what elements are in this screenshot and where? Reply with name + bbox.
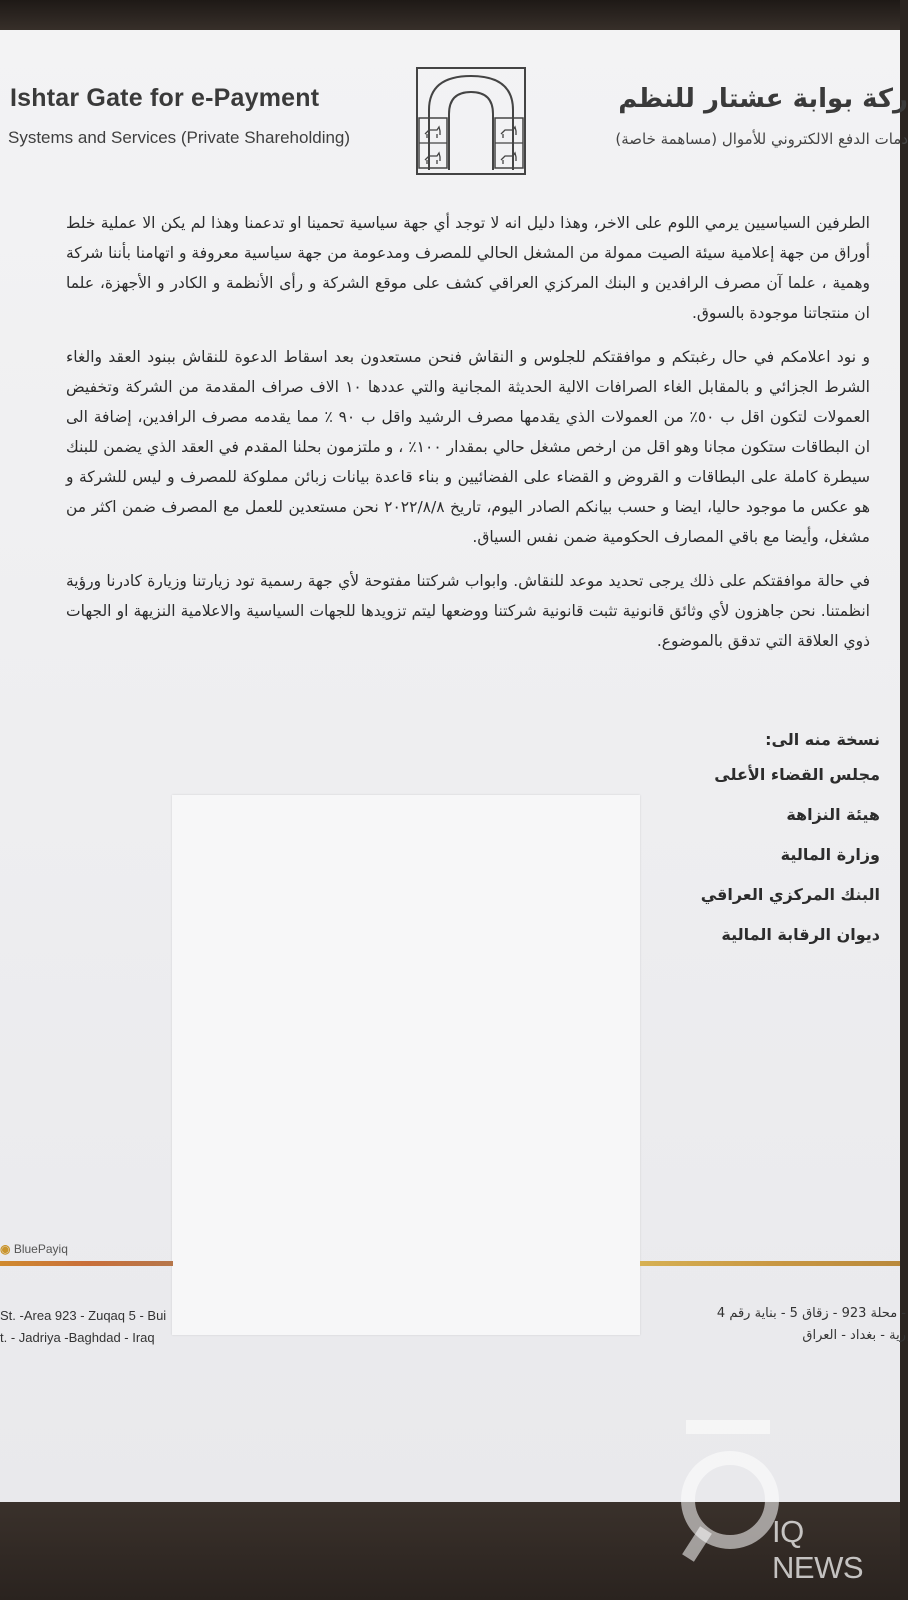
overlay-blank-paper [172,795,640,1335]
social-handle-text: BluePayiq [13,1242,68,1256]
company-name-english: Ishtar Gate for e-Payment [10,84,320,112]
copies-section [701,730,880,963]
body-paragraph: الطرفين السياسيين يرمي اللوم على الاخر، وهذا دليل انه لا توجد أي جهة سياسية تحمينا او تدعمنا وهذا لم يكن الا عملية خلط أوراق من جهة إعلامية سيئة الصيت ممولة من المشغل الحالي للمصرف ومدعومة من جهة سياسية معروفة و اتهامنا بأننا شركة وهمية ، علما آن مصرف الرافدين و البنك المركزي العراقي كشف على موقع الشركة و رأى الأنظمة و الكادر و الأجهزة، علما ان منتجاتنا موجودة بالسوق. [66,214,870,322]
watermark-text: IQ NEWS [772,1514,863,1585]
address-line: t. - Jadriya -Baghdad - Iraq [0,1330,155,1345]
copy-recipient: وزارة المالية [780,845,880,864]
address-line: - محلة 923 - زقاق 5 - بناية رقم 4 [716,1306,906,1321]
company-name-arabic: ركة بوابة عشتار للنظم [618,84,908,114]
footer-band-right [640,1261,900,1266]
company-subtitle-arabic: دمات الدفع الالكتروني للأموال (مساهمة خاصة) [615,130,908,148]
body-paragraph: و نود اعلامكم في حال رغبتكم و موافقتكم للجلوس و النقاش فنحن مستعدون بعد اسقاط الدعوة للنقاش ببنود العقد والغاء الشرط الجزائي و بالمقابل الغاء الصرافات الالية الحديثة المجانية والتي عددها ١٠ الاف صراف المقدمة من الشركة وتخفيض العمولات لتكون اقل ب ٥٠٪ من العمولات الذي يقدمها مصرف الرشيد واقل ب ٩٠ ٪ مما يقدمه مصرف الرافدين، إضافة الى ان البطاقات ستكون مجانا وهو اقل من ارخص مشغل حالي بمقدار ١٠٠٪ ، و ملتزمون بحلنا المقدم في العقد الذي يضمن للبنك سيطرة كاملة على البطاقات و القروض و القضاء على الفضائيين و بناء قاعدة بيانات زبائن مملوكة للمصرف و ليس للشركة و هو عكس ما موجود حاليا، ايضا و حسب بيانكم الصادر اليوم، تاريخ ٢٠٢٢/٨/٨ نحن مستعدين للعمل مع المصرف ضمن اكثر من مشغل، وأيضا مع باقي المصارف الحكومية ضمن نفس السياق. [66,348,871,546]
ishtar-gate-logo-icon [415,66,527,176]
social-handle [0,1242,68,1256]
footer-band-left [0,1261,173,1266]
letter-page [0,30,908,1502]
photo-top-background [0,0,900,34]
address-line: ِرية - بغداد - العراق [802,1328,906,1343]
footer-address-english [0,1308,166,1352]
copy-recipient: هيئة النزاهة [786,805,880,824]
copy-recipient: مجلس القضاء الأعلى [714,765,880,784]
address-line: St. -Area 923 - Zuqaq 5 - Bui [0,1308,167,1323]
body-paragraph: في حالة موافقتكم على ذلك يرجى تحديد موعد للنقاش. وابواب شركتنا مفتوحة لأي جهة رسمية تود زيارتنا وزيارة كادرنا ورؤية انظمتنا. نحن جاهزون لأي وثائق قانونية تثبت قانونية شركتنا ووضعها ليتم تزويدها للجهات السياسية والاعلامية النزيهة او الجهات ذوي العلاقة التي تدقق بالموضوع. [66,572,870,650]
copy-recipient: ديوان الرقابة المالية [721,925,880,944]
letter-body [66,208,870,670]
copies-title: نسخة منه الى: [765,730,880,749]
copy-recipient: البنك المركزي العراقي [700,885,880,904]
company-subtitle-english: Systems and Services (Private Shareholding) [8,128,351,147]
copies-list [701,763,880,963]
social-icon: ◉ [0,1242,11,1256]
footer-address-arabic [717,1306,906,1350]
